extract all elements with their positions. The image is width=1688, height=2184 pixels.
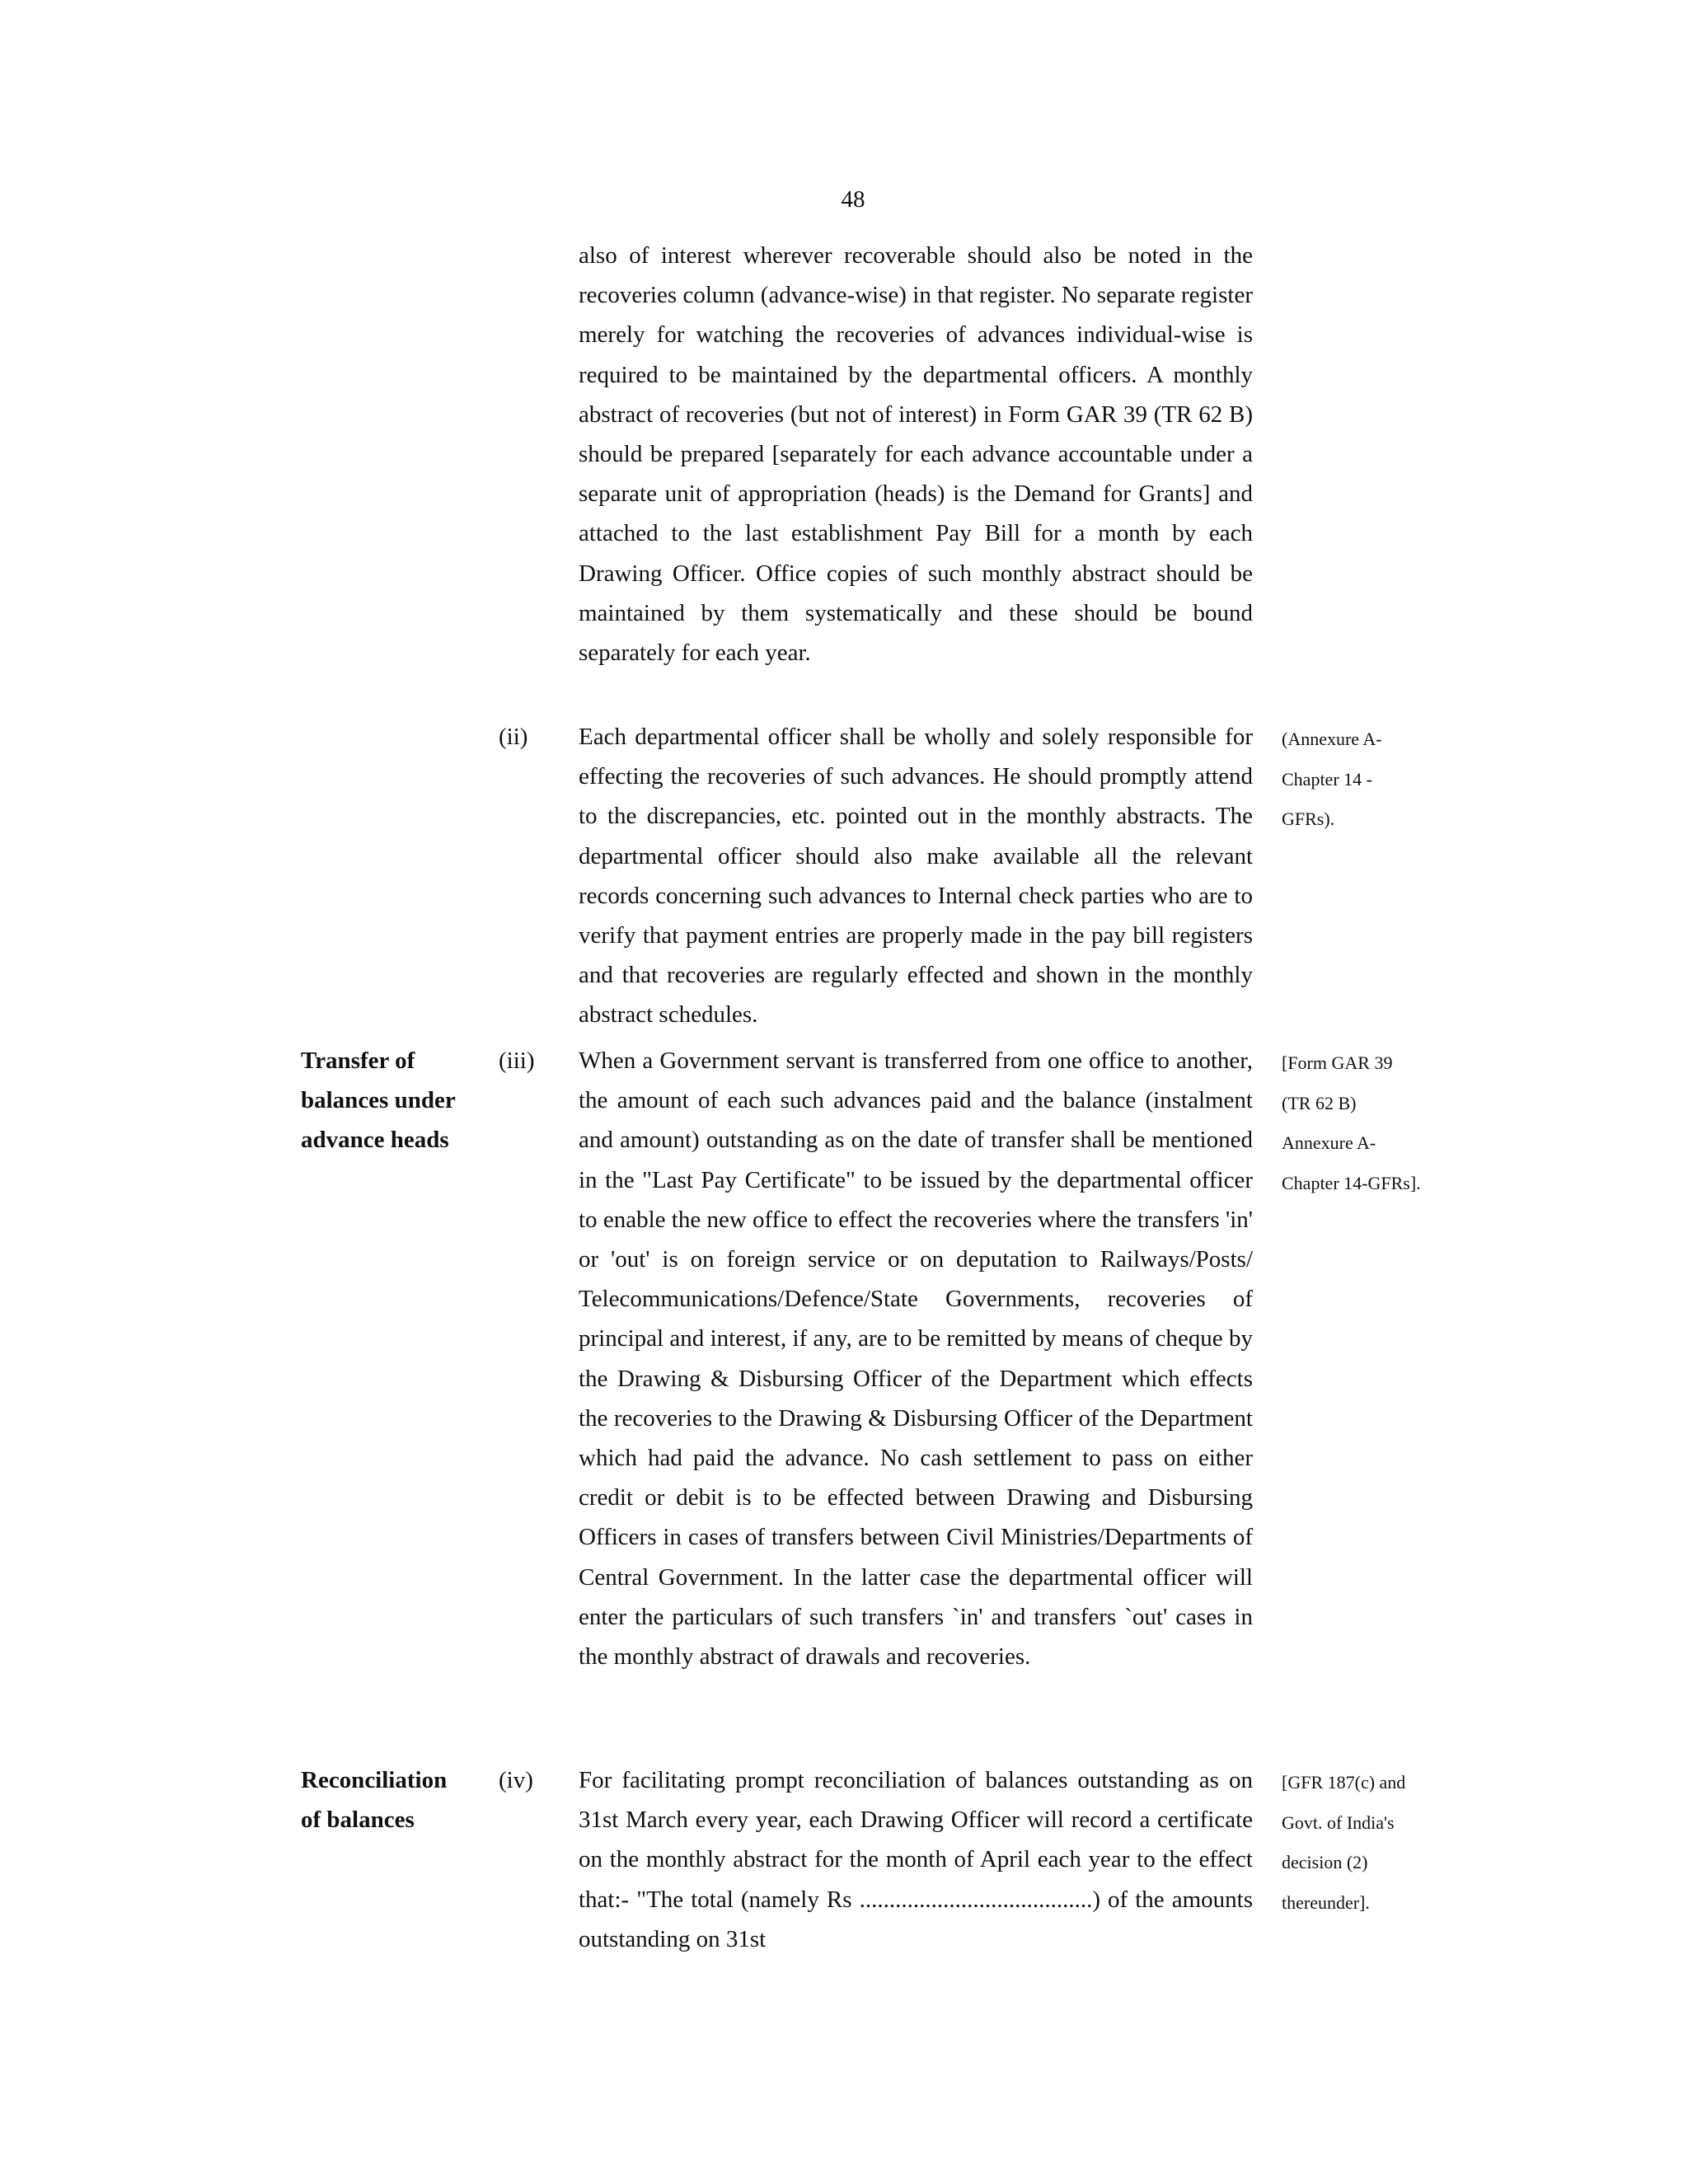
reference-note bbox=[1282, 1763, 1447, 1923]
reference-note bbox=[1282, 719, 1447, 840]
reference-line: [Form GAR 39 bbox=[1282, 1052, 1393, 1073]
side-heading-line: advance heads bbox=[301, 1127, 449, 1154]
reference-line: (Annexure A- bbox=[1282, 729, 1382, 749]
paragraph-body-text: For facilitating prompt reconciliation of balances outstanding as on 31st March every year, each Drawing Officer will record a certificate on the monthly abstract for the month of April each year to the effect that:- "The total (namely Rs .......................................) of the amounts outstanding on 31st bbox=[579, 1767, 1253, 1952]
side-heading-line: balances under bbox=[301, 1087, 456, 1114]
reference-line: GFRs). bbox=[1282, 808, 1335, 829]
reference-line: decision (2) bbox=[1282, 1852, 1368, 1872]
paragraph-body-text: also of interest wherever recoverable should also be noted in the recoveries column (advance-wise) in that register. No separate register merely for watching the recoveries of advances individual-wise is required to be maintained by the departmental officers. A monthly abstract of recoveries (but not of interest) in Form GAR 39 (TR 62 B) should be prepared [separately for each advance accountable under a separate unit of appropriation (heads) is the Demand for Grants] and attached to the last establishment Pay Bill for a month by each Drawing Officer. Office copies of such monthly abstract should be maintained by them systematically and these should be bound separately for each year. bbox=[579, 242, 1253, 667]
reference-line: Chapter 14 - bbox=[1282, 768, 1372, 790]
paragraph-number: (iv) bbox=[499, 1767, 533, 1793]
page-number: 48 bbox=[841, 186, 865, 213]
side-heading bbox=[301, 1760, 490, 1840]
reference-line: Annexure A- bbox=[1282, 1132, 1376, 1153]
paragraph-number: (ii) bbox=[499, 724, 528, 750]
paragraph-body-text: When a Government servant is transferred from one office to another, the amount of each such advances paid and the balance (instalment and amount) outstanding as on the date of transfer shall be mentioned in the "Last Pay Certificate" to be issued by the departmental officer to enable the new office to effect the recoveries where the transfers 'in' or 'out' is on foreign service or on deputation to Railways/Posts/ Telecommunications/Defence/State Governments, recoveries of principal and interest, if any, are to be remitted by means of cheque by the Drawing & Disbursing Officer of the Department which effects the recoveries to the Drawing & Disbursing Officer of the Department which had paid the advance. No cash settlement to pass on either credit or debit is to be effected between Drawing and Disbursing Officers in cases of transfers between Civil Ministries/Departments of Central Government. In the latter case the departmental officer will enter the particulars of such transfers `in' and transfers `out' cases in the monthly abstract of drawals and recoveries. bbox=[579, 1047, 1253, 1671]
side-heading-line: Reconciliation bbox=[301, 1767, 448, 1793]
reference-line: Govt. of India's bbox=[1282, 1811, 1395, 1833]
reference-note bbox=[1282, 1043, 1447, 1203]
reference-line: Chapter 14-GFRs]. bbox=[1282, 1172, 1421, 1193]
reference-line: thereunder]. bbox=[1282, 1891, 1370, 1913]
paragraph-body-text: Each departmental officer shall be wholly and solely responsible for effecting the recoveries of such advances. He should promptly attend to the discrepancies, etc. pointed out in the monthly abstracts. The departmental officer should also make available all the relevant records concerning such advances to Internal check parties who are to verify that payment entries are properly made in the pay bill registers and that recoveries are regularly effected and shown in the monthly abstract schedules. bbox=[579, 724, 1253, 1029]
reference-line: (TR 62 B) bbox=[1282, 1092, 1357, 1113]
side-heading-line: Transfer of bbox=[301, 1047, 415, 1074]
reference-line: [GFR 187(c) and bbox=[1282, 1772, 1406, 1793]
paragraph-number: (iii) bbox=[499, 1047, 535, 1074]
side-heading bbox=[301, 1041, 490, 1160]
side-heading-line: of balances bbox=[301, 1807, 415, 1834]
